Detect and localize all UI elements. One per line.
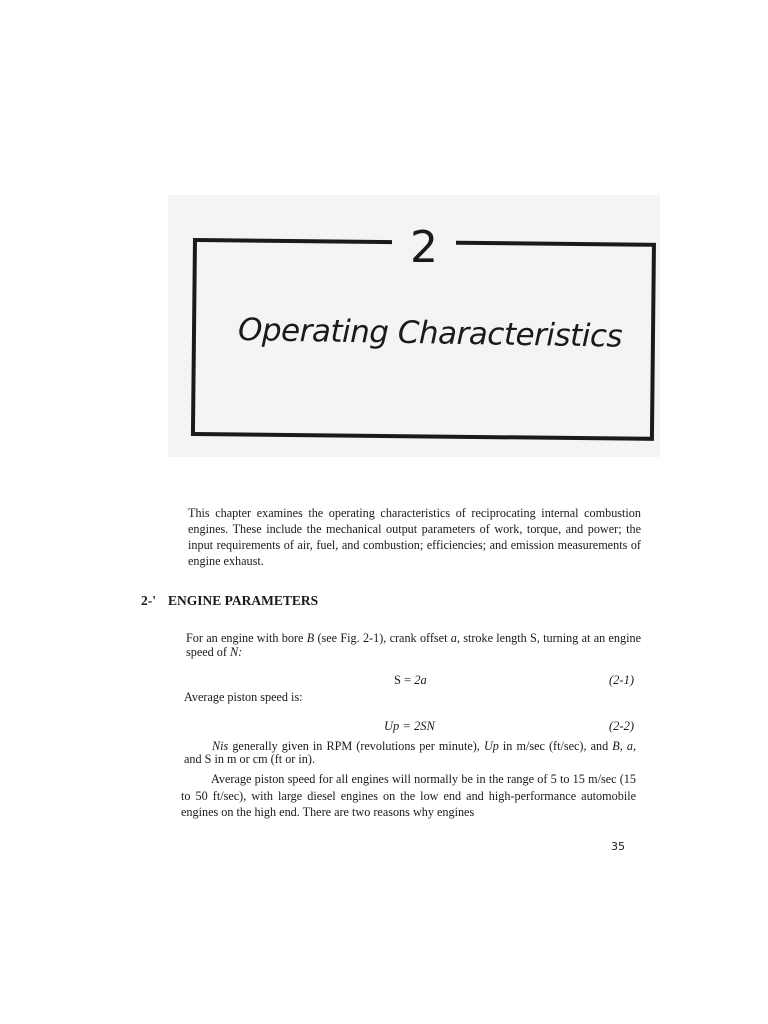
paragraph-piston-speed-range: Average piston speed for all engines will normally be in the range of 5 to 15 m/sec (15 to 50 ft/sec), with large diesel engines on the low end and high-performance automobile engines on the high end. There are two reasons why engines: [181, 772, 636, 819]
equation-2-1: [186, 673, 634, 691]
equation-rhs: 2a: [414, 673, 427, 687]
section-title: ENGINE PARAMETERS: [168, 593, 319, 608]
text-span: For an engine with bore: [186, 631, 307, 645]
equation-lhs: S =: [394, 673, 415, 687]
equation-number: (2-1): [609, 673, 634, 687]
equation-2-2: [186, 719, 634, 737]
variable-n: Nis: [212, 739, 229, 753]
variable-b: B: [306, 631, 315, 645]
section-number: 2-': [141, 593, 156, 608]
equation-expression: Up = 2SN: [384, 719, 435, 733]
variable-up: Up: [483, 739, 499, 753]
chapter-title: Operating Characteristics: [237, 312, 623, 355]
text-span: and S in m or cm (ft or in).: [184, 752, 315, 766]
text-span: generally given in RPM (revolutions per minute),: [228, 739, 484, 753]
paragraph-units: [184, 740, 636, 766]
average-piston-speed-label: Average piston speed is:: [184, 690, 303, 704]
chapter-number: 2: [392, 218, 456, 278]
variable-a: a,: [450, 631, 460, 645]
text-span: in m/sec (ft/sec), and: [498, 739, 613, 753]
equation-expression: [394, 673, 427, 688]
text-span: (see Fig. 2-1), crank offset: [314, 631, 451, 645]
variable-b-a: B, a,: [612, 739, 637, 753]
paragraph-engine-definition: [186, 631, 641, 659]
page-number: 35: [611, 840, 625, 853]
intro-paragraph: This chapter examines the operating characteristics of reciprocating internal combustion engines. These include the mechanical output parameters of work, torque, and power; the input requirements of air, fuel, and combustion; efficiencies; and emission measurements of engine exhaust.: [188, 506, 641, 568]
section-heading: [141, 593, 318, 609]
text-span: stroke length S, turning at an engine speed of: [186, 631, 641, 659]
variable-n: N:: [230, 645, 243, 659]
equation-number: (2-2): [609, 719, 634, 733]
